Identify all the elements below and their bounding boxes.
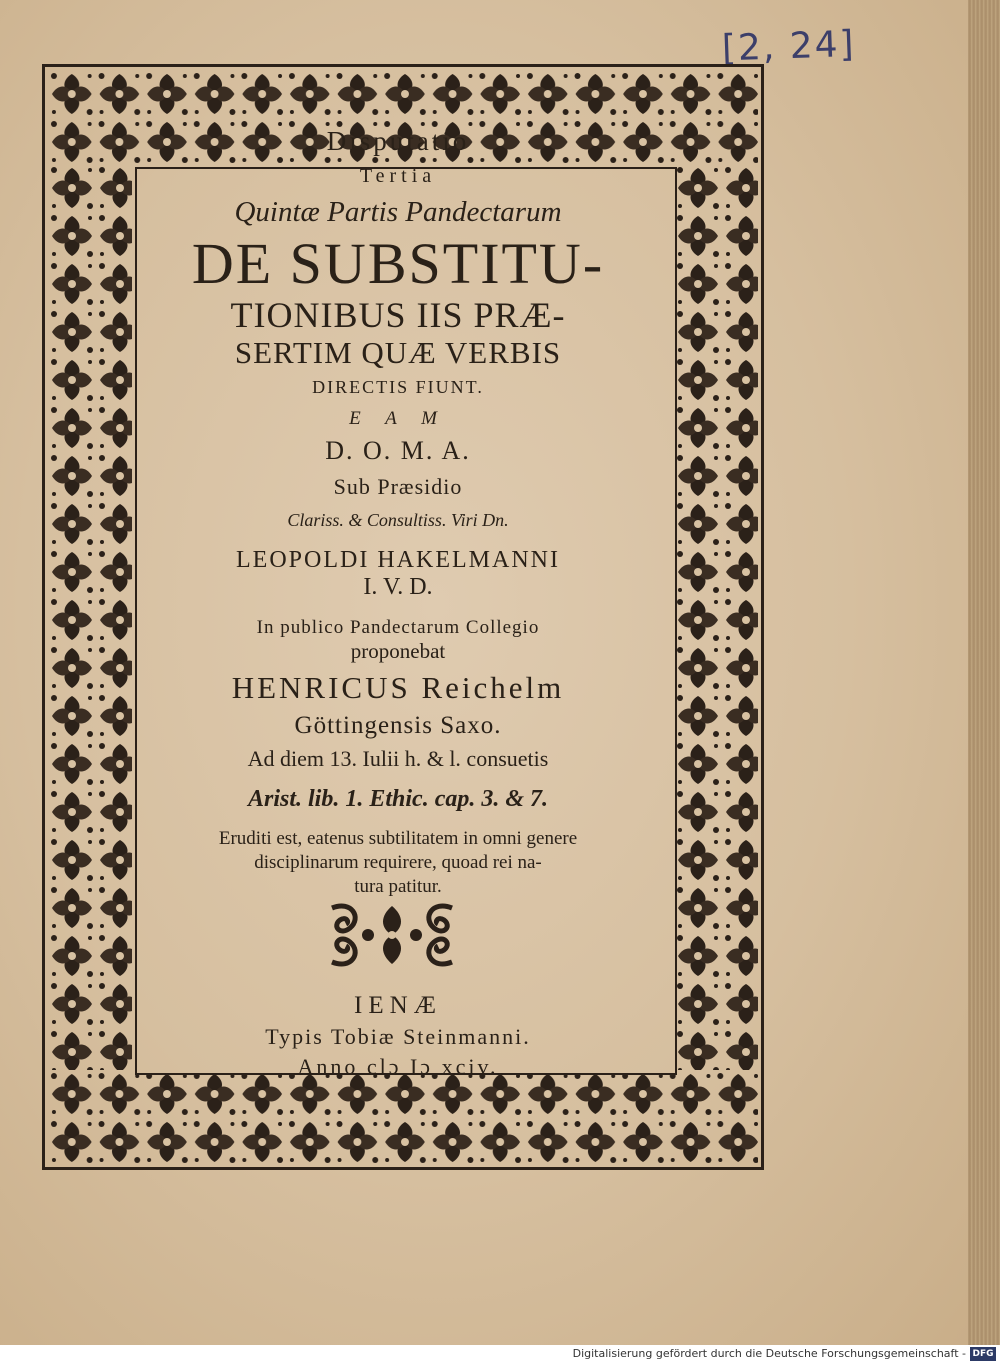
shelfmark: [2, 24] (721, 23, 857, 70)
collegium-line: In publico Pandectarum Collegio (256, 617, 540, 638)
main-title-line-3: SERTIM QUÆ VERBIS (234, 335, 562, 370)
sub-praesidio-line: Sub Præsidio (333, 474, 463, 499)
imprint-year: Anno clɔ Iɔ xciv. (297, 1054, 499, 1079)
motto-line-3: tura patitur. (354, 876, 442, 897)
respondent-origin: Göttingensis Saxo. (294, 712, 502, 739)
border-bottom-ornament (48, 1070, 758, 1164)
border-left-ornament (48, 164, 132, 1070)
fleuron-ornament (312, 898, 472, 972)
motto-line-2: disciplinarum requirere, quoad rei na- (254, 852, 542, 873)
motto-source: Arist. lib. 1. Ethic. cap. 3. & 7. (247, 786, 549, 812)
respondent-name: HENRICUS Reichelm (231, 670, 565, 705)
imprint-place: IENÆ (354, 992, 442, 1019)
date-line: Ad diem 13. Iulii h. & l. consuetis (247, 746, 549, 771)
digitization-footer (0, 1345, 1000, 1363)
doma-line: D. O. M. A. (325, 436, 471, 465)
proponebat-line: proponebat (350, 639, 446, 663)
title-text-block (134, 120, 662, 899)
praeses-name: LEOPOLDI HAKELMANNI (236, 547, 560, 573)
main-title-line-4: DIRECTIS FIUNT. (312, 377, 484, 397)
page-stack-edge (968, 0, 1000, 1345)
border-right-ornament (674, 164, 758, 1070)
title-line-3: Quintæ Partis Pandectarum (234, 196, 562, 228)
eam-line: E A M (349, 408, 447, 429)
main-title-line-1: DE SUBSTITU- (191, 231, 605, 296)
honorific-line: Clariss. & Consultiss. Viri Dn. (287, 510, 509, 530)
imprint-printer: Typis Tobiæ Steinmanni. (265, 1024, 531, 1049)
praeses-degree: I. V. D. (363, 574, 433, 600)
title-line-2: Tertia (359, 165, 437, 187)
main-title-line-2: TIONIBUS IIS PRÆ- (230, 295, 566, 335)
footer-credit: Digitalisierung gefördert durch die Deutsche Forschungsgemeinschaft - (572, 1347, 966, 1360)
title-line-1: Disputatio (326, 126, 470, 156)
motto-line-1: Eruditi est, eatenus subtilitatem in omni genere (218, 828, 578, 849)
dfg-logo: DFG (970, 1347, 996, 1361)
imprint-block (134, 992, 662, 1080)
